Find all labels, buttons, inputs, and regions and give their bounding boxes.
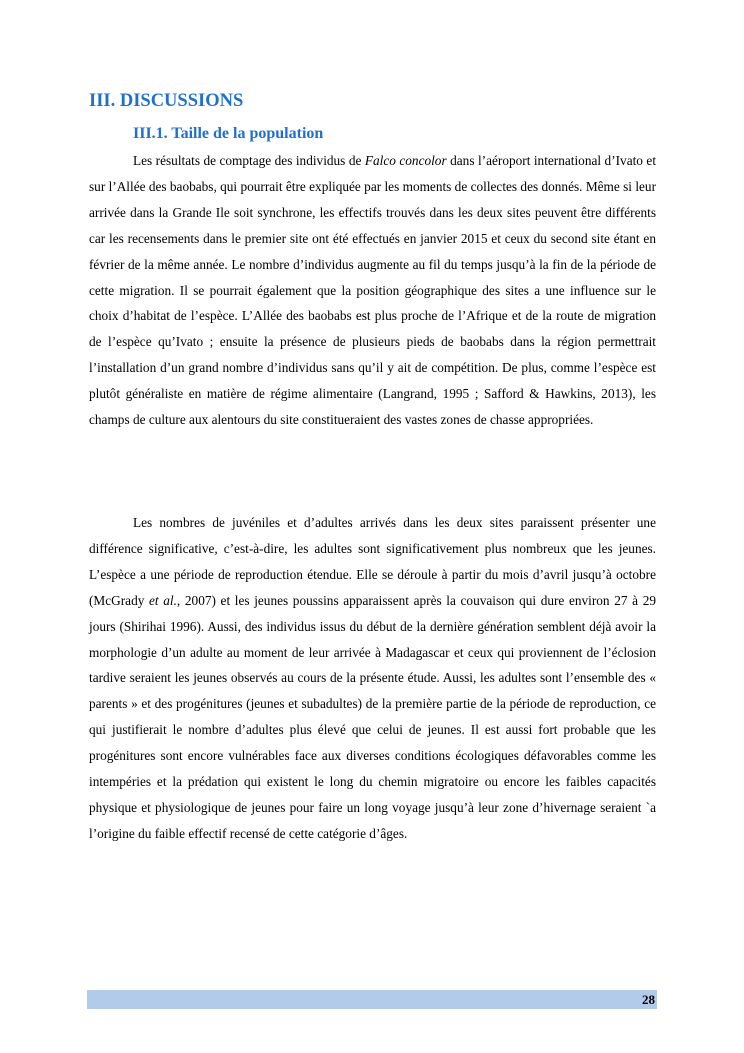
citation-et-al: et al., bbox=[149, 592, 181, 608]
subsection-heading: III.1. Taille de la population bbox=[133, 125, 324, 142]
paragraph2-body: 2007) et les jeunes poussins apparaissent après la couvaison qui dure environ 27 à 29 jours (Shirihai 1996). Aussi, des individus issus du début de la dernière génération semblent déjà avoir la morphologie d’un adulte au moment de leur arrivée à Madagascar et ceux qui proviennent de l’éclosion tardive seraient les jeunes observés au cours de la présente étude. Aussi, les adultes sont l’ensemble des « parents » et des progénitures (jeunes et subadultes) de la première partie de la période de reproduction, ce qui justifierait le nombre d’adultes plus élevé que celui de jeunes. Il est aussi fort probable que les progénitures sont encore vulnérables face aux diverses conditions écologiques défavorables comme les intempéries et la prédation qui existent le long du chemin migratoire ou encore les faibles capacités physique et physiologique de jeunes pour faire un long voyage jusqu’à leur zone d’hivernage seraient `a l’origine du faible effectif recensé de cette catégorie d’âges. bbox=[89, 592, 656, 841]
paragraph1-body: dans l’aéroport international d’Ivato et sur l’Allée des baobabs, qui pourrait être expliquée par les moments de collectes des donnés. Même si leur arrivée dans la Grande Ile soit synchrone, les effectifs trouvés dans les deux sites peuvent être différents car les recensements dans le premier site ont été effectués en janvier 2015 et ceux du second site étant en février de la même année. Le nombre d’individus augmente au fil du temps jusqu’à la fin de la période de cette migration. Il se pourrait également que la position géographique des sites a une influence sur le choix d’habitat de l’espèce. L’Allée des baobabs est plus proche de l’Afrique et de la route de migration de l’espèce qu’Ivato ; ensuite la présence de plusieurs pieds de baobabs dans la région permettrait l’installation d’un grand nombre d’individus sans qu’il y ait de compétition. De plus, comme l’espèce est plutôt généraliste en matière de régime alimentaire (Langrand, 1995 ; Safford & Hawkins, 2013), les champs de culture aux alentours du site constitueraient des vastes zones de chasse appropriées. bbox=[89, 153, 657, 428]
section-heading: III. DISCUSSIONS bbox=[89, 91, 244, 111]
page-number: 28 bbox=[642, 992, 655, 1007]
paragraph1-intro: Les résultats de comptage des individus de bbox=[133, 153, 365, 168]
paragraph-population-size bbox=[89, 148, 656, 433]
species-name: Falco concolor bbox=[364, 153, 447, 168]
paragraph-age-classes bbox=[89, 510, 656, 847]
footer-bar bbox=[87, 990, 657, 1009]
paragraph2-intro: Les nombres de juvéniles et d’adultes arrivés dans les deux sites paraissent présenter une différence significative, c’est-à-dire, les adultes sont significativement plus nombreux que les jeunes. L’espèce a une période de reproduction étendue. Elle se déroule à partir du mois d’avril jusqu’à octobre (McGrady bbox=[89, 515, 656, 608]
